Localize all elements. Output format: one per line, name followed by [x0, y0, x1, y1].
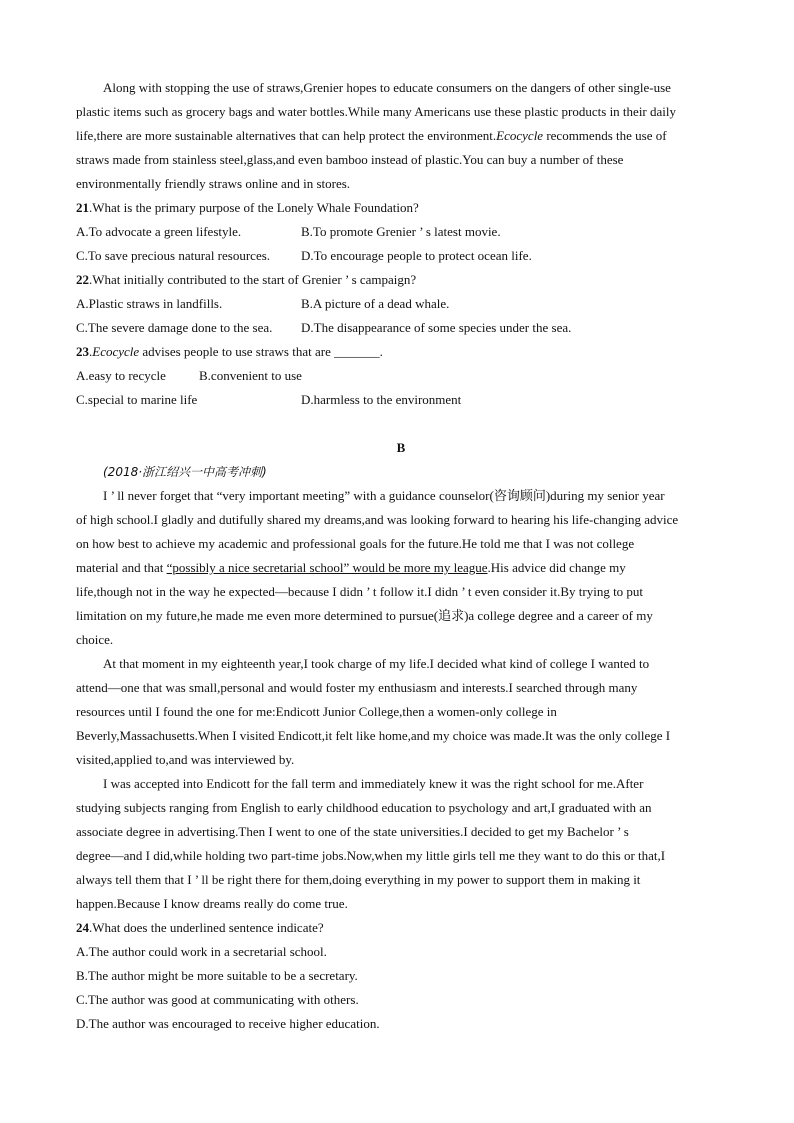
passage-line: of high school.I gladly and dutifully shared my dreams,and was looking forward to hearing his life-changing advice	[76, 512, 679, 527]
passage-line: degree—and I did,while holding two part-time jobs.Now,when my little girls tell me they want to do this or that,I	[76, 848, 666, 863]
passage-line: I was accepted into Endicott for the fall term and immediately knew it was the right school for me.After	[103, 776, 644, 791]
passage-line: Beverly,Massachusetts.When I visited Endicott,it felt like home,and my choice was made.It was the only college I	[76, 728, 671, 743]
ecocycle-name: Ecocycle	[496, 128, 544, 143]
q22-option-d: D.The disappearance of some species under the sea.	[301, 320, 572, 335]
question-24: 24.What does the underlined sentence indicate?	[76, 920, 324, 935]
q21-option-d: D.To encourage people to protect ocean life.	[301, 248, 532, 263]
question-23: 23.Ecocycle advises people to use straws that are _______.	[76, 344, 383, 359]
q24-option-a: A.The author could work in a secretarial school.	[76, 944, 327, 959]
passage-line: straws made from stainless steel,glass,and even bamboo instead of plastic.You can buy a number of these	[76, 152, 624, 167]
q23-option-c: C.special to marine life	[76, 392, 198, 407]
passage-line: Along with stopping the use of straws,Grenier hopes to educate consumers on the dangers of other single-use	[103, 80, 671, 95]
passage-line: always tell them that I ’ ll be right there for them,doing everything in my power to support them in making it	[76, 872, 641, 887]
q23-option-b: B.convenient to use	[199, 368, 302, 383]
passage-line: studying subjects ranging from English to early childhood education to psychology and art,I graduated with an	[76, 800, 652, 815]
q21-option-a: A.To advocate a green lifestyle.	[76, 224, 242, 239]
passage-line: life,though not in the way he expected—because I didn ’ t follow it.I didn ’ t even consider it.By trying to put	[76, 584, 644, 599]
passage-line: material and that “possibly a nice secretarial school” would be more my league.His advice did change my	[76, 560, 626, 575]
question-21: 21.What is the primary purpose of the Lonely Whale Foundation?	[76, 200, 419, 215]
passage-line: associate degree in advertising.Then I went to one of the state universities.I decided to get my Bachelor ’ s	[76, 824, 629, 839]
q21-option-b: B.To promote Grenier ’ s latest movie.	[301, 224, 501, 239]
q23-option-a: A.easy to recycle	[76, 368, 166, 383]
passage-line: I ’ ll never forget that “very important meeting” with a guidance counselor(咨询顾问)during my senior year	[103, 488, 665, 503]
passage-line: plastic items such as grocery bags and water bottles.While many Americans use these plastic products in their daily	[76, 104, 676, 119]
passage-line: happen.Because I know dreams really do come true.	[76, 896, 348, 911]
passage-line: life,there are more sustainable alternatives that can help protect the environment.Ecocycle recommends the use of	[76, 128, 667, 143]
q24-option-c: C.The author was good at communicating with others.	[76, 992, 359, 1007]
section-heading: B	[396, 440, 406, 455]
passage-line: At that moment in my eighteenth year,I took charge of my life.I decided what kind of college I wanted to	[103, 656, 650, 671]
q24-option-b: B.The author might be more suitable to be a secretary.	[76, 968, 358, 983]
passage-line: choice.	[76, 632, 114, 647]
underlined-sentence: “possibly a nice secretarial school” would be more my league	[166, 560, 488, 575]
q23-option-d: D.harmless to the environment	[301, 392, 462, 407]
source-note: (2018·浙江绍兴一中高考冲刺)	[103, 465, 267, 479]
q24-option-d: D.The author was encouraged to receive higher education.	[76, 1016, 380, 1031]
q22-option-a: A.Plastic straws in landfills.	[76, 296, 223, 311]
passage-line: environmentally friendly straws online and in stores.	[76, 176, 351, 191]
q22-option-c: C.The severe damage done to the sea.	[76, 320, 273, 335]
passage-line: on how best to achieve my academic and professional goals for the future.He told me that I was not college	[76, 536, 635, 551]
passage-line: visited,applied to,and was interviewed by.	[76, 752, 295, 767]
passage-line: limitation on my future,he made me even more determined to pursue(追求)a college degree and a career of my	[76, 608, 653, 623]
passage-line: resources until I found the one for me:Endicott Junior College,then a women-only college in	[76, 704, 557, 719]
passage-line: attend—one that was small,personal and would foster my enthusiasm and interests.I searched through many	[76, 680, 638, 695]
question-22: 22.What initially contributed to the start of Grenier ’ s campaign?	[76, 272, 417, 287]
q22-option-b: B.A picture of a dead whale.	[301, 296, 450, 311]
q21-option-c: C.To save precious natural resources.	[76, 248, 271, 263]
